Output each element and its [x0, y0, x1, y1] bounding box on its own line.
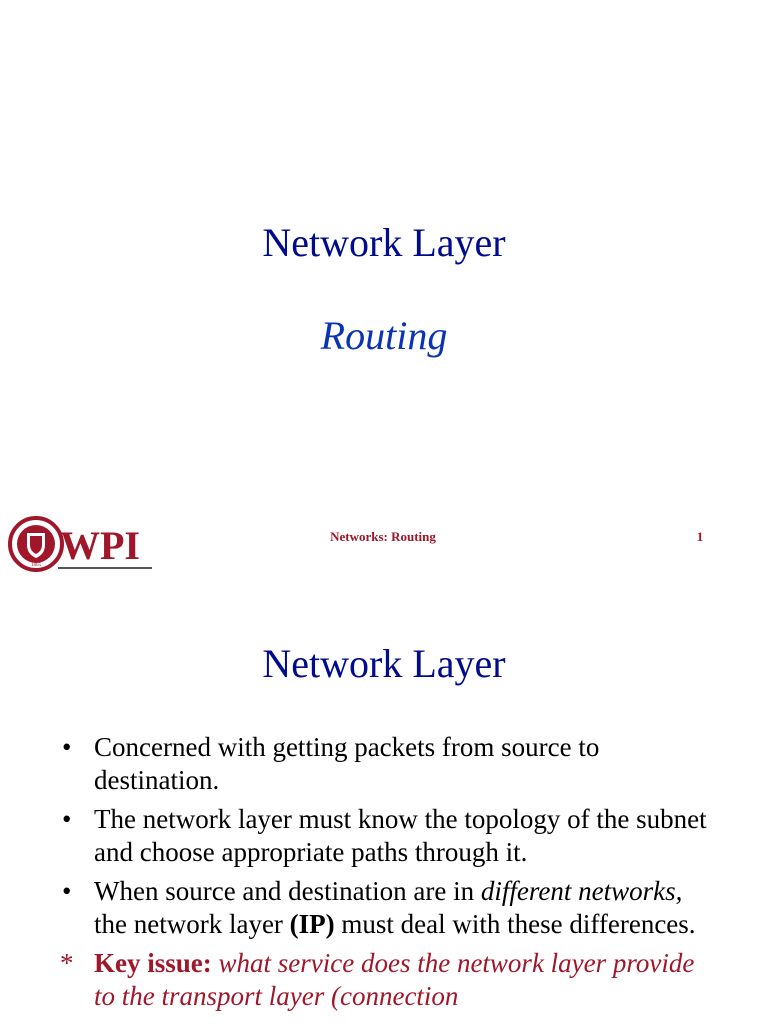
bullet-text: Concerned with getting packets from source to destination.: [94, 732, 600, 795]
list-item: [62, 875, 722, 940]
bullet-icon: •: [62, 876, 72, 906]
asterisk-icon: *: [60, 948, 74, 978]
bullet-text: The network layer must know the topology of the subnet and choose appropriate paths through it.: [94, 804, 707, 867]
slide1-title: Network Layer: [262, 220, 506, 265]
key-issue-label: Key issue:: [94, 948, 212, 978]
key-issue-item: [62, 947, 722, 1012]
logo-seal-year: 1865: [31, 563, 41, 568]
list-item: [62, 803, 722, 868]
bullet-text-bold: (IP): [289, 908, 335, 939]
bullet-text-part: the network layer: [94, 908, 290, 939]
slide2-title: Network Layer: [262, 641, 506, 686]
bullet-text-italic: different networks,: [480, 876, 683, 906]
bullet-icon: •: [62, 804, 72, 834]
list-item: [62, 731, 722, 796]
slide1-subtitle: Routing: [320, 313, 448, 358]
bullet-icon: •: [62, 732, 72, 762]
logo-wordmark: WPI: [60, 523, 140, 568]
wpi-logo: [6, 514, 156, 574]
bullet-text-part: must deal with these differences.: [334, 908, 696, 939]
footer-title: Networks: Routing: [330, 529, 436, 544]
bullet-text-part: When source and destination are in: [94, 876, 481, 906]
slide-footer: [0, 512, 768, 574]
bullet-list: [62, 731, 722, 1019]
page-number: 1: [696, 529, 704, 544]
key-issue-text: what service does the network layer provide to the transport layer (connection: [94, 948, 695, 1011]
